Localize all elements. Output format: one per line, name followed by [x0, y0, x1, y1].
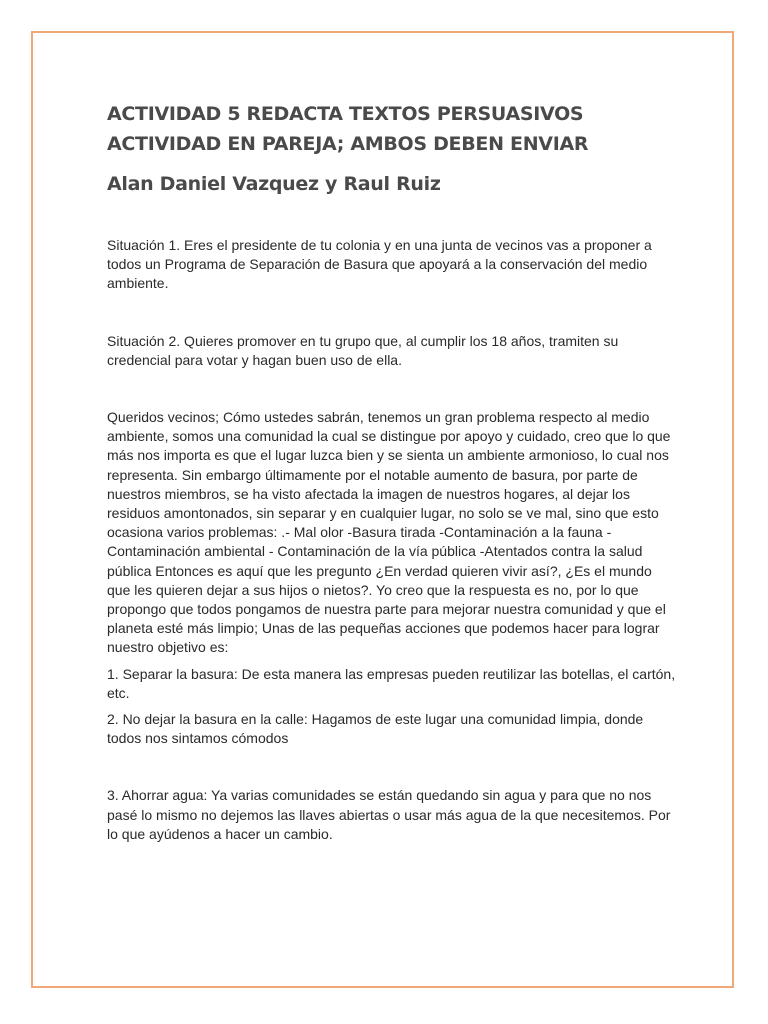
- letter-paragraph: Queridos vecinos; Cómo ustedes sabrán, tenemos un gran problema respecto al medio ambiente, somos una comunidad la cual se distingue por apoyo y cuidado, creo que lo que más nos importa es que el lugar luzca bien y se sienta un ambiente armonioso, lo cual nos representa. Sin embargo últimamente por el notable aumento de basura, por parte de nuestros miembros, se ha visto afectada la imagen de nuestros hogares, al dejar los residuos amontonados, sin separar y en cualquier lugar, no solo se ve mal, sino que esto ocasiona varios problemas: .- Mal olor -Basura tirada -Contaminación a la fauna -Contaminación ambiental - Contaminación de la vía pública -Atentados contra la salud pública Entonces es aquí que les pregunto ¿En verdad quieren vivir así?, ¿Es el mundo que les quieren dejar a sus hijos o nietos?. Yo creo que la respuesta es no, por lo que propongo que todos pongamos de nuestra parte para mejorar nuestra comunidad y que el planeta esté más limpio; Unas de las pequeñas acciones que podemos hacer para lograr nuestro objetivo es:: [107, 409, 671, 656]
- title-line-2: ACTIVIDAD EN PAREJA; AMBOS DEBEN ENVIAR: [107, 133, 589, 155]
- situation-2-paragraph: Situación 2. Quieres promover en tu grupo que, al cumplir los 18 años, tramiten su credencial para votar y hagan buen uso de ella.: [107, 332, 619, 368]
- action-item-1: 1. Separar la basura: De esta manera las empresas pueden reutilizar las botellas, el cartón, etc.: [107, 665, 676, 701]
- action-item-2: 2. No dejar la basura en la calle: Hagamos de este lugar una comunidad limpia, donde todos nos sintamos cómodos: [107, 711, 644, 747]
- title-line-1: ACTIVIDAD 5 REDACTA TEXTOS PERSUASIVOS: [107, 103, 584, 125]
- document-content: [107, 99, 677, 844]
- action-item-3: 3. Ahorrar agua: Ya varias comunidades se están quedando sin agua y para que no nos pasé lo mismo no dejemos las llaves abiertas o usar más agua de la que necesitemos. Por lo que ayúdenos a hacer un cambio.: [107, 787, 671, 842]
- document-page: [31, 31, 734, 988]
- situation-1-paragraph: Situación 1. Eres el presidente de tu colonia y en una junta de vecinos vas a proponer a todos un Programa de Separación de Basura que apoyará a la conservación del medio ambiente.: [107, 237, 652, 292]
- authors-heading: Alan Daniel Vazquez y Raul Ruiz: [107, 173, 441, 195]
